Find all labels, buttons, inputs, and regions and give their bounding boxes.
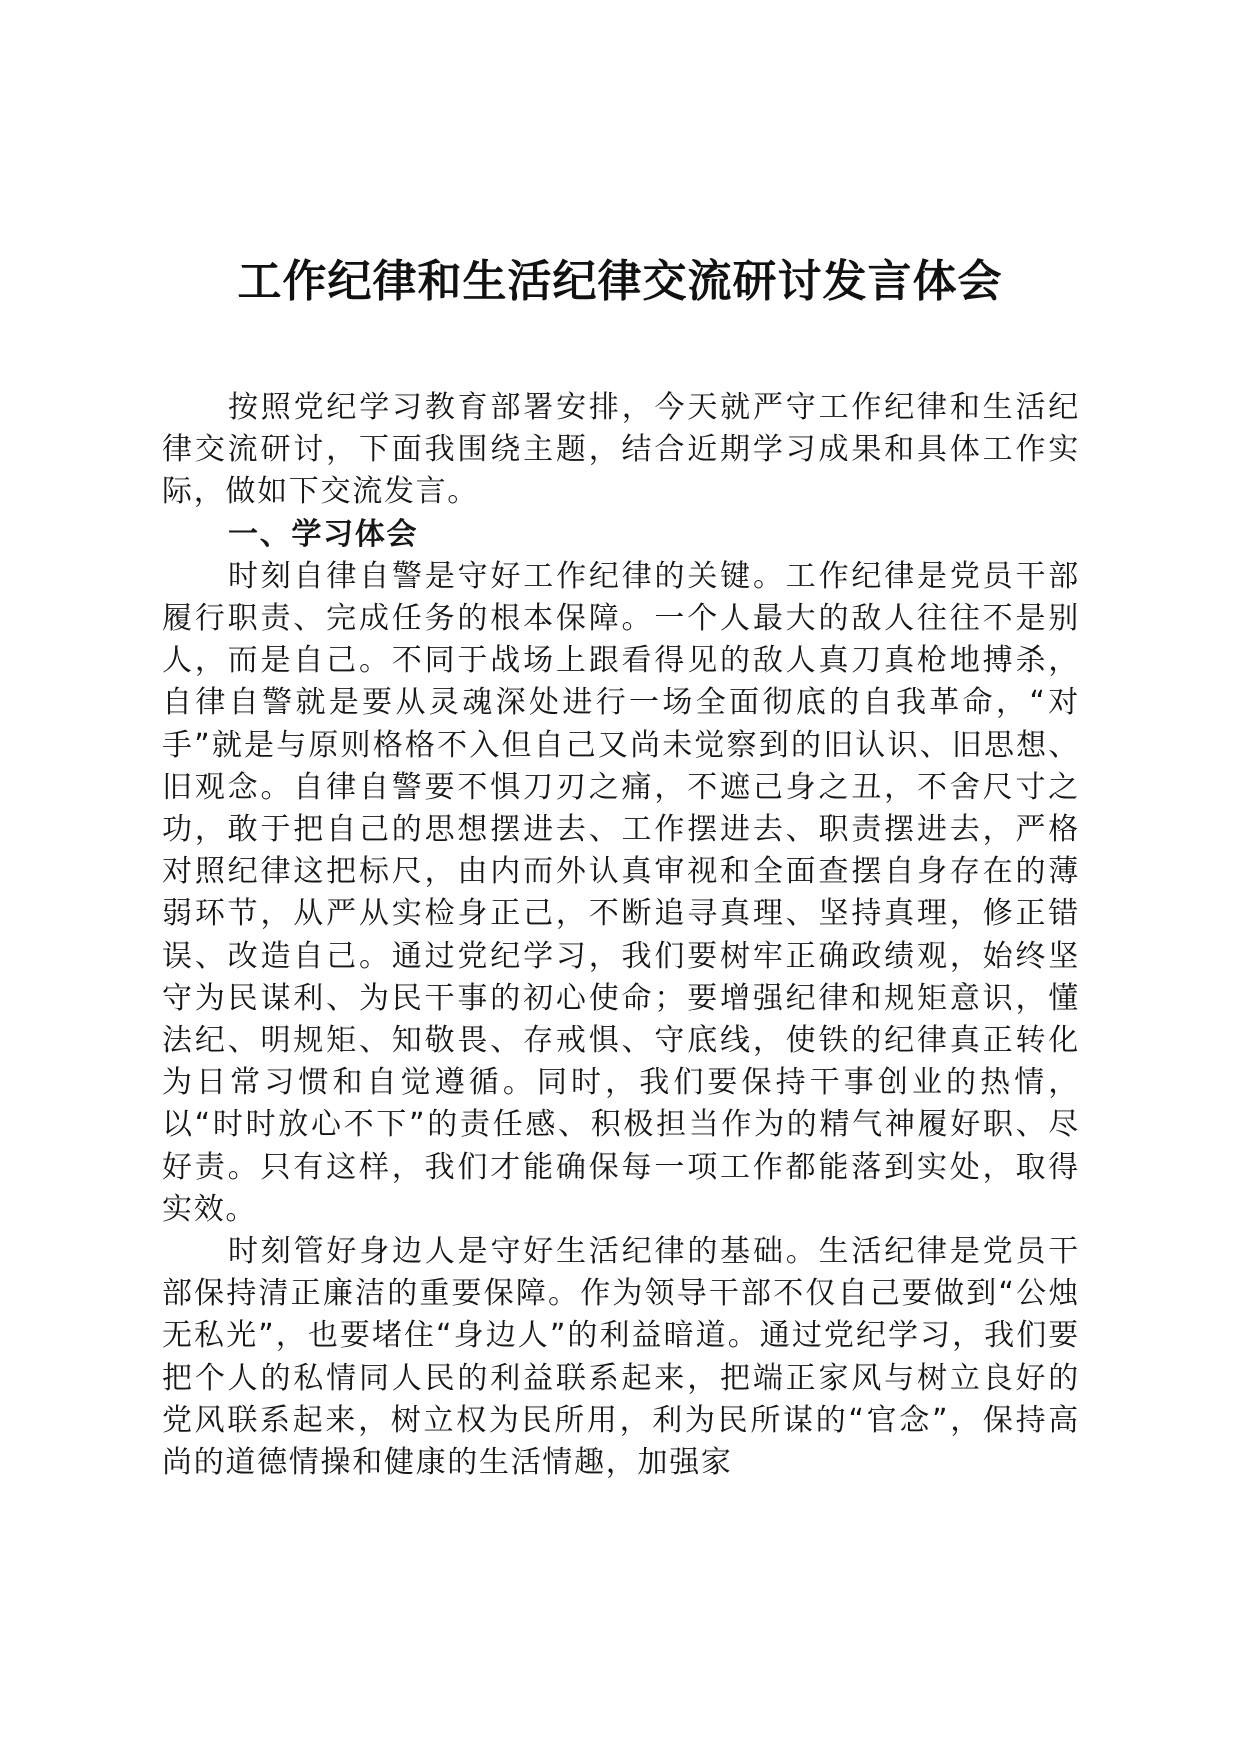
intro-paragraph: 按照党纪学习教育部署安排，今天就严守工作纪律和生活纪律交流研讨，下面我围绕主题，结合近期学习成果和具体工作实际，做如下交流发言。 (162, 390, 1080, 510)
document-body (162, 387, 1080, 1484)
section-heading: 一、学习体会 (228, 516, 419, 552)
document-title: 工作纪律和生活纪律交流研讨发言体会 (237, 256, 1003, 307)
body-paragraph-work-discipline: 时刻自律自警是守好工作纪律的关键。工作纪律是党员干部履行职责、完成任务的根本保障。一个人最大的敌人往往不是别人，而是自己。不同于战场上跟看得见的敌人真刀真枪地搏杀，自律自警就是要从灵魂深处进行一场全面彻底的自我革命，“对手”就是与原则格格不入但自己又尚未觉察到的旧认识、旧思想、旧观念。自律自警要不惧刀刃之痛，不遮己身之丑，不舍尺寸之功，敢于把自己的思想摆进去、工作摆进去、职责摆进去，严格对照纪律这把标尺，由内而外认真审视和全面查摆自身存在的薄弱环节，从严从实检身正己，不断追寻真理、坚持真理，修正错误、改造自己。通过党纪学习，我们要树牢正确政绩观，始终坚守为民谋利、为民干事的初心使命；要增强纪律和规矩意识，懂法纪、明规矩、知敬畏、存戒惧、守底线，使铁的纪律真正转化为日常习惯和自觉遵循。同时，我们要保持干事创业的热情，以“时时放心不下”的责任感、积极担当作为的精气神履好职、尽好责。只有这样，我们才能确保每一项工作都能落到实处，取得实效。 (162, 558, 1080, 1227)
body-paragraph-life-discipline: 时刻管好身边人是守好生活纪律的基础。生活纪律是党员干部保持清正廉洁的重要保障。作为领导干部不仅自己要做到“公烛无私光”，也要堵住“身边人”的利益暗道。通过党纪学习，我们要把个人的私情同人民的利益联系起来，把端正家风与树立良好的党风联系起来，树立权为民所用，利为民所谋的“官念”，保持高尚的道德情操和健康的生活情趣，加强家 (162, 1234, 1080, 1481)
